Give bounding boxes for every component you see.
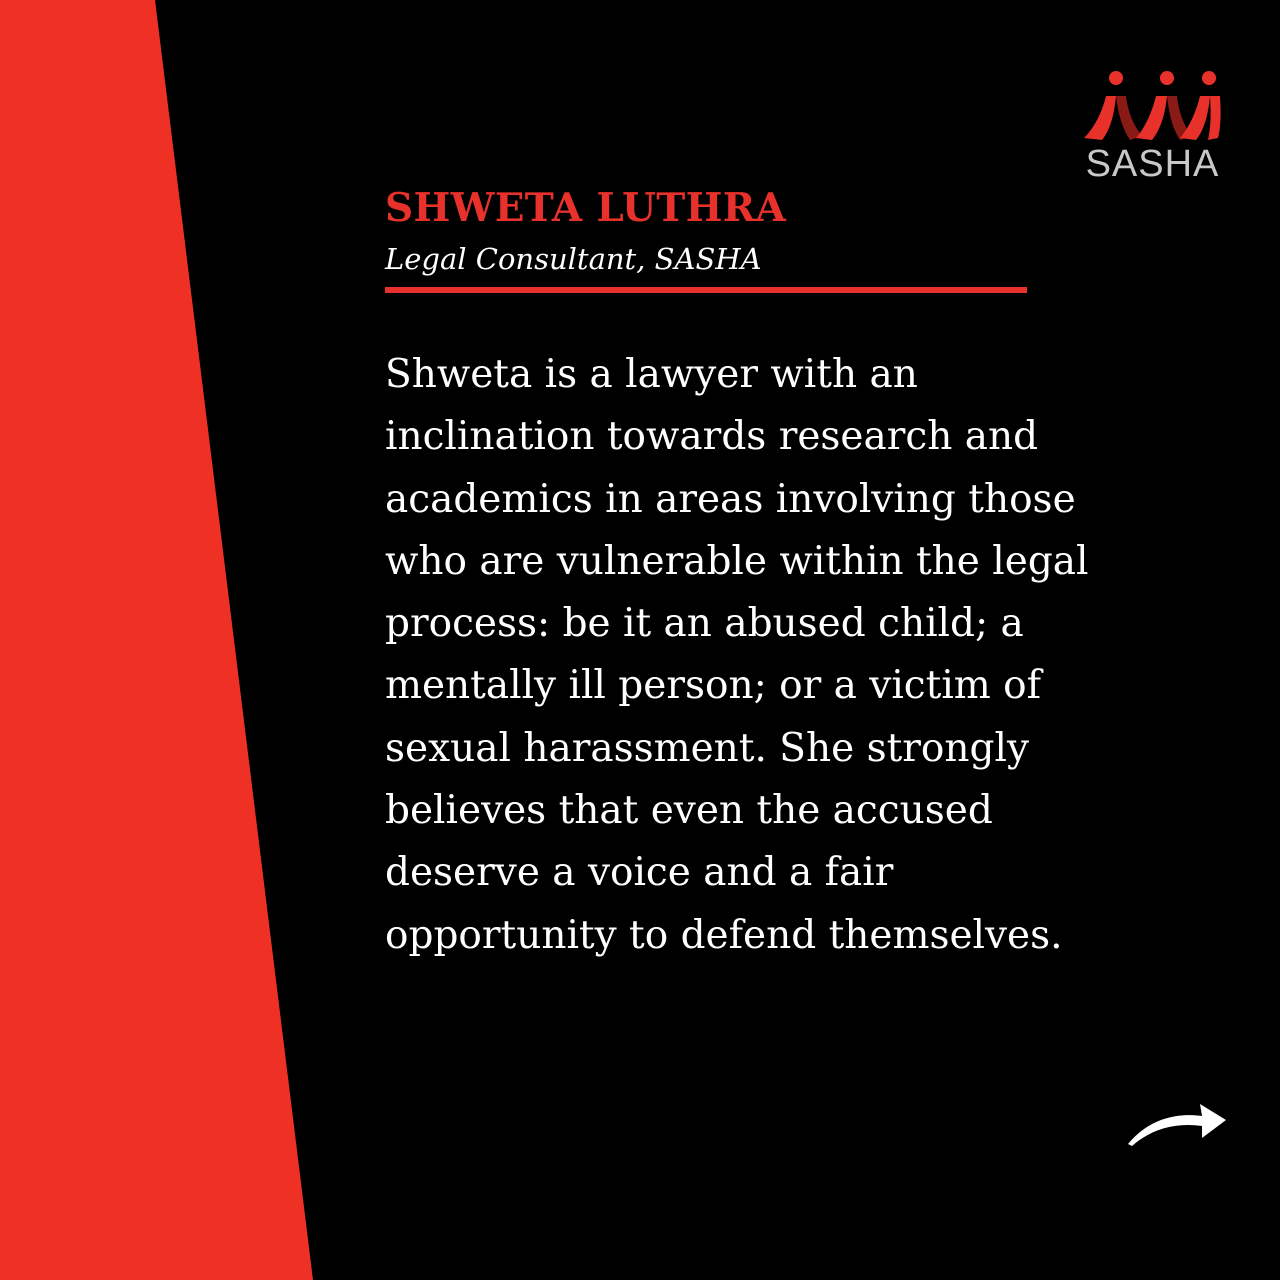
three-people-icon [1080, 68, 1225, 144]
bio-line: mentally ill person; or a victim of [385, 663, 1042, 709]
bio-line: process: be it an abused child; a [385, 601, 1024, 647]
curved-arrow-right-icon [1124, 1082, 1230, 1150]
logo-wordmark: SASHA [1085, 143, 1220, 185]
bio-line: deserve a voice and a fair [385, 850, 894, 896]
bio-line: opportunity to defend themselves. [385, 912, 1063, 958]
profile-role: Legal Consultant, SASHA [385, 242, 762, 276]
bio-line: inclination towards research and [385, 414, 1039, 460]
next-slide-button[interactable] [1124, 1082, 1230, 1150]
bio-line: academics in areas involving those [385, 476, 1076, 522]
bio-line: believes that even the accused [385, 788, 993, 834]
profile-bio [385, 344, 1185, 967]
divider-line [385, 287, 1027, 293]
profile-name: SHWETA LUTHRA [385, 185, 787, 231]
bio-line: sexual harassment. She strongly [385, 725, 1029, 771]
bio-line: Shweta is a lawyer with an [385, 352, 918, 397]
sasha-logo [1080, 68, 1225, 188]
bio-line: who are vulnerable within the legal [385, 538, 1089, 584]
